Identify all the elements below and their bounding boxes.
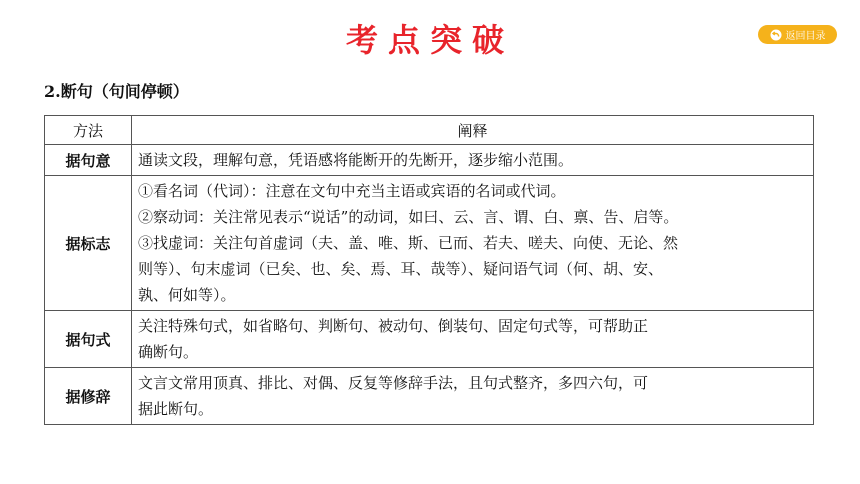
explanation-line: 则等）、句末虚词（已矣、也、矣、焉、耳、哉等）、疑问语气词（何、胡、安、 — [138, 260, 664, 278]
explanation-cell — [132, 311, 814, 368]
table-row — [45, 311, 814, 368]
method-cell: 据标志 — [45, 176, 132, 311]
section-heading: 2.断句（句间停顿） — [44, 82, 189, 101]
return-arrow-icon — [770, 29, 782, 41]
explanation-line: 据此断句。 — [138, 400, 214, 418]
table-row — [45, 145, 814, 176]
explanation-line: 孰、何如等）。 — [138, 286, 236, 304]
explanation-line: ②察动词：关注常见表示“说话”的动词，如曰、云、言、谓、白、禀、告、启等。 — [138, 208, 679, 226]
method-cell: 据修辞 — [45, 368, 132, 425]
column-header-explanation: 阐释 — [132, 116, 814, 145]
table-row — [45, 176, 814, 311]
back-to-contents-button[interactable] — [758, 25, 837, 44]
explanation-cell — [132, 176, 814, 311]
explanation-cell — [132, 145, 814, 176]
explanation-line: ①看名词（代词）：注意在文句中充当主语或宾语的名词或代词。 — [138, 182, 566, 200]
explanation-line: ③找虚词：关注句首虚词（夫、盖、唯、斯、已而、若夫、嗟夫、向使、无论、然 — [138, 234, 679, 252]
column-header-method: 方法 — [45, 116, 132, 145]
explanation-line: 文言文常用顶真、排比、对偶、反复等修辞手法，且句式整齐，多四六句，可 — [138, 374, 649, 392]
explanation-line: 确断句。 — [138, 343, 199, 361]
explanation-cell — [132, 368, 814, 425]
page-title: 考点突破 — [345, 21, 514, 59]
back-button-label: 返回目录 — [785, 31, 826, 42]
table-row — [45, 368, 814, 425]
explanation-line: 通读文段，理解句意，凭语感将能断开的先断开，逐步缩小范围。 — [138, 151, 574, 169]
table-header-row — [45, 116, 814, 145]
explanation-line: 关注特殊句式，如省略句、判断句、被动句、倒装句、固定句式等，可帮助正 — [138, 317, 649, 335]
method-cell: 据句式 — [45, 311, 132, 368]
method-cell: 据句意 — [45, 145, 132, 176]
method-table — [44, 115, 814, 425]
